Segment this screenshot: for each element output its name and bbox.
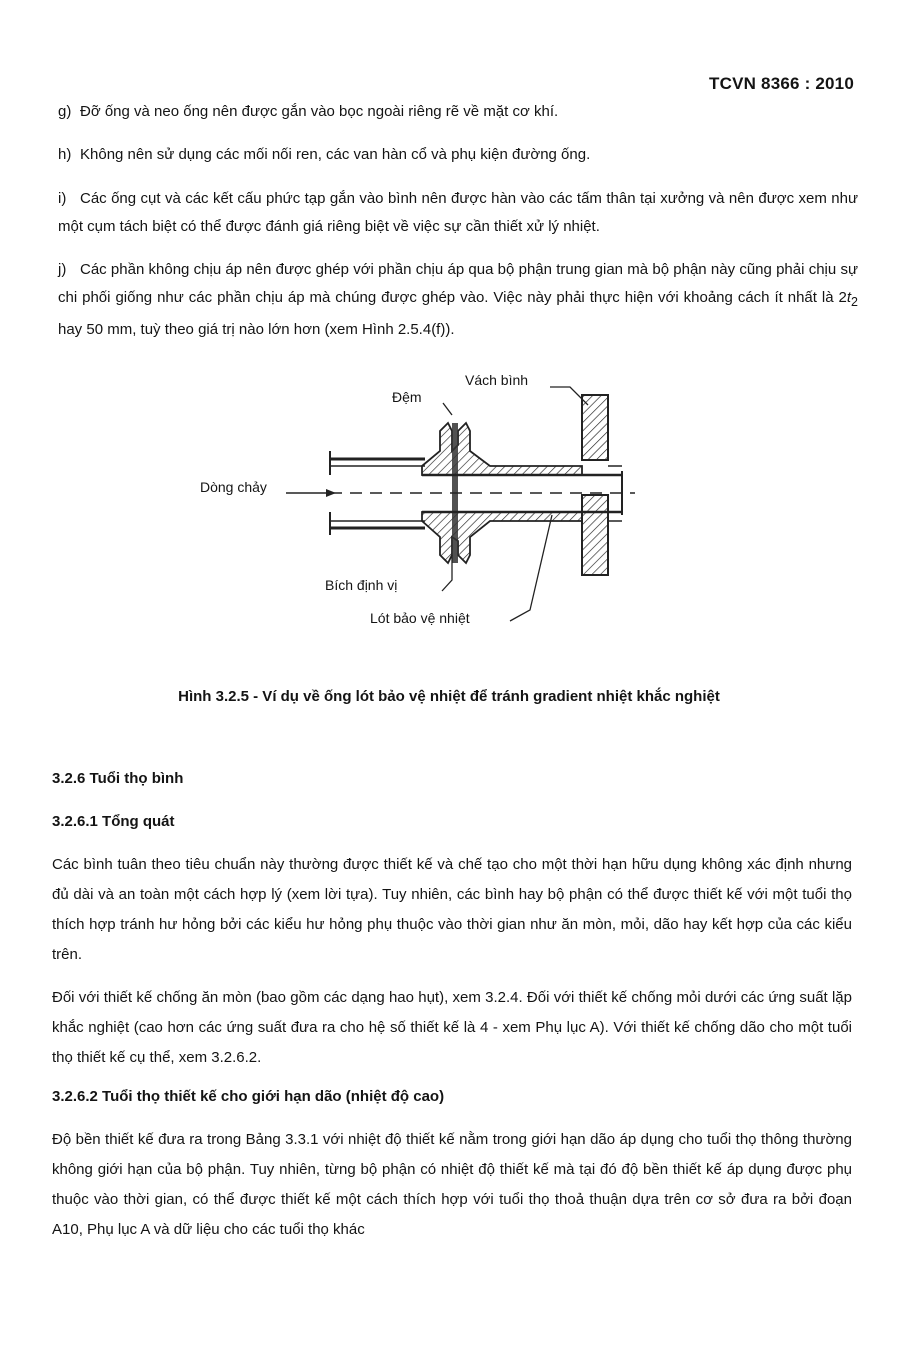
label-flow: Dòng chảy [200,479,267,495]
list-marker: i) [58,190,67,207]
list-item-g [58,98,858,126]
section-heading-3-2-6: 3.2.6 Tuổi thọ bình [52,770,184,787]
label-gasket: Đệm [392,389,422,405]
section-heading-3-2-6-2: 3.2.6.2 Tuổi thọ thiết kế cho giới hạn dão (nhiệt độ cao) [52,1088,445,1105]
list-item-h [58,141,858,169]
paragraph-general-1: Các bình tuân theo tiêu chuẩn này thường được thiết kế và chế tạo cho một thời hạn hữu dụng không xác định nhưng đủ dài và an toàn một cách hợp lý (xem lời tựa). Tuy nhiên, các bình hay bộ phận có thể được thiết kế với một tuổi thọ thích hợp tránh hư hỏng bởi các kiểu hư hỏng phụ thuộc vào thời gian như ăn mòn, mỏi, dão hay kết hợp của các kiểu trên. [52,856,852,963]
flow-arrow [286,489,336,497]
list-item-j [58,256,858,344]
standard-number: TCVN 8366 : 2010 [709,74,854,93]
label-locating-flange: Bích định vị [325,577,398,593]
vessel-wall [582,395,608,575]
figure-caption: Hình 3.2.5 - Ví dụ về ống lót bảo vệ nhiệt để tránh gradient nhiệt khắc nghiệt [178,688,720,705]
label-vessel-wall: Vách bình [465,372,529,388]
list-item-text: Không nên sử dụng các mối nối ren, các van hàn cổ và phụ kiện đường ống. [80,146,591,163]
list-item-i [58,185,858,241]
list-marker: h) [58,146,72,163]
list-item-text: Đỡ ống và neo ống nên được gắn vào bọc ngoài riêng rẽ về mặt cơ khí. [80,103,559,120]
list-item-text-cont: hay 50 mm, tuỳ theo giá trị nào lớn hơn (xem Hình 2.5.4(f)). [58,321,455,338]
list-marker: j) [58,261,67,278]
thickness-symbol: t [846,289,852,306]
thickness-subscript: 2 [851,295,858,309]
leader-lines [442,387,588,621]
list-item-text: Các phần không chịu áp nên được ghép với phần chịu áp qua bộ phận trung gian mà bộ phận này cũng phải chịu sự chi phối giống như các phần chịu áp mà chúng được ghép vào. Việc này phải thực hiện với khoảng cách ít nhất là 2 [58,261,858,306]
section-heading-3-2-6-1: 3.2.6.1 Tổng quát [52,813,175,830]
thermal-sleeve-figure [190,365,710,640]
paragraph-general-2: Đối với thiết kế chống ăn mòn (bao gồm các dạng hao hụt), xem 3.2.4. Đối với thiết kế chống mỏi dưới các ứng suất lặp khắc nghiệt (cao hơn các ứng suất đưa ra cho hệ số thiết kế là 4 - xem Phụ lục A). Với thiết kế chống dão cho một tuổi thọ thiết kế cụ thể, xem 3.2.6.2. [52,989,852,1066]
label-thermal-sleeve: Lót bảo vệ nhiệt [370,610,470,626]
list-item-text: Các ống cụt và các kết cấu phức tạp gắn vào bình nên được hàn vào các tấm thân tại xưởng và nên được xem như một cụm tách biệt có thể được đánh giá riêng biệt về việc sự cần thiết xử lý nhiệt. [58,190,858,235]
paragraph-creep-life: Độ bền thiết kế đưa ra trong Bảng 3.3.1 với nhiệt độ thiết kế nằm trong giới hạn dão áp dụng cho tuổi thọ thông thường không giới hạn của bộ phận. Tuy nhiên, từng bộ phận có nhiệt độ thiết kế mà tại đó độ bền thiết kế áp dụng được phụ thuộc vào thời gian, có thể được thiết kế một cách thích hợp với tuổi thọ thoả thuận dựa trên cơ sở đưa ra bởi đoạn A10, Phụ lục A và dữ liệu cho các tuổi thọ khác [52,1131,852,1238]
list-marker: g) [58,103,72,120]
